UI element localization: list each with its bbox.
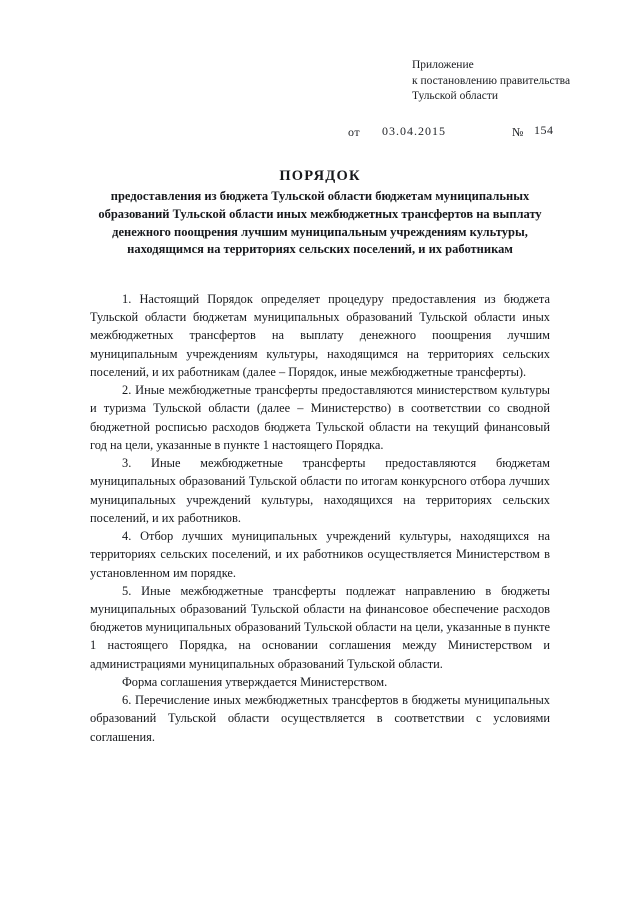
paragraph: 4. Отбор лучших муниципальных учреждений культуры, находящихся на территориях сельских поселений, и их работников осуществляется Министерством в установленном им порядке. [90, 529, 550, 580]
paragraph: 3. Иные межбюджетные трансферты предоставляются бюджетам муниципальных образований Тульской области по итогам конкурсного отбора лучших муниципальных учреждений культуры, находящихся на территориях сельских поселений, и их работников. [90, 456, 550, 525]
header-line-3: Тульской области [412, 90, 499, 103]
date-value: 03.04.2015 [382, 124, 446, 138]
paragraph: Форма соглашения утверждается Министерством. [122, 674, 388, 689]
header-line-1: Приложение [412, 59, 474, 71]
paragraph: 5. Иные межбюджетные трансферты подлежат направлению в бюджеты муниципальных образований Тульской области на финансовое обеспечение расходов бюджетов муниципальных образований Тульской области на цели, указанные в пункте 1 настоящего Порядка, на основании соглашения между Министерством и администрациями муниципальных образований Тульской области. [90, 583, 550, 671]
page-title: ПОРЯДОК [279, 168, 361, 184]
header-line-2: к постановлению правительства [412, 74, 571, 87]
date-label: от [348, 125, 361, 139]
document-body [90, 290, 550, 746]
paragraph: 6. Перечисление иных межбюджетных трансфертов в бюджеты муниципальных образований Тульской области осуществляется в соответствии с условиями соглашения. [90, 693, 550, 744]
number-value: 154 [534, 123, 554, 137]
document-subtitle: предоставления из бюджета Тульской области бюджетам муниципальных образований Тульской области иных межбюджетных трансфертов на выплату денежного поощрения лучшим муниципальным учреждениям культуры, находящимся на территориях сельских поселений, и их работникам [98, 189, 542, 257]
number-label: № [512, 125, 524, 139]
document-header-reference [412, 58, 622, 105]
paragraph: 1. Настоящий Порядок определяет процедуру предоставления из бюджета Тульской области бюджетам муниципальных образований Тульской области иных межбюджетных трансфертов на выплату денежного поощрения лучшим муниципальным учреждениям культуры, находящимся на территориях сельских поселений, и их работникам (далее – Порядок, иные межбюджетные трансферты). [90, 292, 550, 379]
paragraph: 2. Иные межбюджетные трансферты предоставляются министерством культуры и туризма Тульской области (далее – Министерство) в соответствии со сводной бюджетной росписью расходов бюджета Тульской области на текущий финансовый год на цели, указанные в пункте 1 настоящего Порядка. [90, 383, 550, 452]
